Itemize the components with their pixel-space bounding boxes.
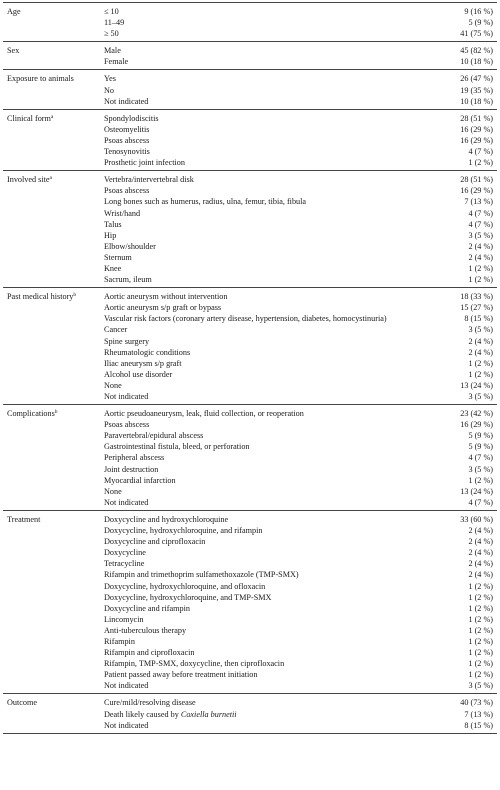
row-label bbox=[104, 475, 176, 486]
table-section bbox=[3, 510, 497, 694]
row-label-text: Long bones such as humerus, radius, ulna, femur, tibia, fibula bbox=[104, 197, 307, 207]
table-row bbox=[3, 380, 497, 391]
table-row bbox=[3, 525, 497, 536]
row-value: 1 (2 %) bbox=[468, 614, 493, 624]
row-label-text: Aortic aneurysm s/p graft or bypass bbox=[104, 303, 222, 313]
row-label bbox=[104, 547, 146, 558]
row-value: 1 (2 %) bbox=[468, 369, 493, 379]
category-label: Treatment bbox=[7, 514, 41, 524]
category-label: Complications bbox=[7, 409, 55, 419]
row-value: 1 (2 %) bbox=[468, 358, 493, 368]
table-section bbox=[3, 404, 497, 510]
row-label bbox=[104, 56, 128, 67]
table-row bbox=[3, 464, 497, 475]
table-row bbox=[3, 669, 497, 680]
row-label bbox=[104, 647, 195, 658]
row-label-text: Paravertebral/epidural abscess bbox=[104, 431, 204, 441]
row-value: 16 (29 %) bbox=[460, 135, 493, 145]
row-label bbox=[104, 408, 304, 419]
row-label bbox=[104, 45, 121, 56]
row-value: 1 (2 %) bbox=[468, 581, 493, 591]
row-label-text: ≤ 10 bbox=[104, 7, 119, 16]
table-row bbox=[3, 241, 497, 252]
row-label bbox=[104, 146, 150, 157]
table-row bbox=[3, 208, 497, 219]
row-label bbox=[104, 452, 164, 463]
table-row bbox=[3, 391, 497, 402]
row-value: 9 (16 %) bbox=[464, 7, 493, 16]
table-row bbox=[3, 96, 497, 107]
row-label-text: Prosthetic joint infection bbox=[104, 158, 185, 168]
table-row bbox=[3, 647, 497, 658]
row-label bbox=[104, 336, 149, 347]
row-value: 2 (4 %) bbox=[468, 241, 493, 251]
row-label bbox=[104, 185, 149, 196]
table-section bbox=[3, 2, 497, 41]
table-row bbox=[3, 358, 497, 369]
row-value: 16 (29 %) bbox=[460, 186, 493, 196]
row-label bbox=[104, 135, 149, 146]
row-label-text: Hip bbox=[104, 230, 117, 240]
table-row bbox=[3, 263, 497, 274]
row-value: 41 (75 %) bbox=[460, 29, 493, 39]
row-label-text: Sternum bbox=[104, 252, 132, 262]
table-section bbox=[3, 693, 497, 733]
row-label-text: Female bbox=[104, 57, 129, 67]
row-value: 2 (4 %) bbox=[468, 336, 493, 346]
row-value: 18 (33 %) bbox=[460, 292, 493, 302]
row-value: 2 (4 %) bbox=[468, 252, 493, 262]
table-row bbox=[3, 581, 497, 592]
table-row bbox=[3, 419, 497, 430]
table-row bbox=[3, 274, 497, 285]
row-label bbox=[104, 514, 228, 525]
row-label-text: Aortic pseudoaneurysm, leak, fluid collection, or reoperation bbox=[104, 409, 304, 419]
row-label-text: Cancer bbox=[104, 325, 128, 335]
row-label-text: Wrist/hand bbox=[104, 208, 141, 218]
row-value: 4 (7 %) bbox=[468, 147, 493, 157]
row-label-text: Vascular risk factors (coronary artery disease, hypertension, diabetes, homocystinuria) bbox=[104, 314, 387, 324]
row-value: 1 (2 %) bbox=[468, 625, 493, 635]
row-label bbox=[104, 96, 148, 107]
row-value: 16 (29 %) bbox=[460, 420, 493, 430]
row-label-text: Anti-tuberculous therapy bbox=[104, 625, 187, 635]
row-label-text: No bbox=[104, 85, 115, 95]
patient-characteristics-table bbox=[3, 2, 497, 734]
table-section bbox=[3, 41, 497, 69]
row-value: 1 (2 %) bbox=[468, 475, 493, 485]
row-label-text: Iliac aneurysm s/p graft bbox=[104, 358, 182, 368]
table-section bbox=[3, 69, 497, 108]
row-value: 19 (35 %) bbox=[460, 85, 493, 95]
table-row bbox=[3, 452, 497, 463]
row-label-text: Not indicated bbox=[104, 497, 149, 507]
row-label-text: Talus bbox=[104, 219, 122, 229]
row-label-text: Yes bbox=[104, 74, 116, 84]
table-row bbox=[3, 720, 497, 731]
row-label-text: Doxycycline, hydroxychloroquine, and TMP-SMX bbox=[104, 592, 272, 602]
row-value: 8 (15 %) bbox=[464, 314, 493, 324]
table-row bbox=[3, 324, 497, 335]
table-row bbox=[3, 336, 497, 347]
row-label bbox=[104, 324, 127, 335]
table-row bbox=[3, 157, 497, 168]
row-value: 3 (5 %) bbox=[468, 392, 493, 401]
footnote-marker: b bbox=[54, 409, 58, 416]
table-row bbox=[3, 291, 497, 302]
row-value: 1 (2 %) bbox=[468, 275, 493, 285]
table-row bbox=[3, 196, 497, 207]
row-label-text: Doxycycline bbox=[104, 548, 146, 558]
row-value: 8 (15 %) bbox=[464, 720, 493, 730]
row-label bbox=[104, 208, 140, 219]
row-label bbox=[104, 720, 148, 731]
table-row bbox=[3, 124, 497, 135]
row-label-text: Rifampin bbox=[104, 636, 135, 646]
table-row bbox=[3, 85, 497, 96]
row-label-text: Doxycycline and rifampin bbox=[104, 603, 190, 613]
row-value: 3 (5 %) bbox=[468, 681, 493, 691]
row-label bbox=[104, 347, 190, 358]
table-row bbox=[3, 28, 497, 39]
table-row bbox=[3, 17, 497, 28]
category-label: Involved site bbox=[7, 175, 50, 185]
row-value: 4 (7 %) bbox=[468, 208, 493, 218]
row-label bbox=[104, 174, 194, 185]
row-value: 10 (18 %) bbox=[460, 57, 493, 67]
row-label-text: Alcohol use disorder bbox=[104, 369, 173, 379]
table-row bbox=[3, 56, 497, 67]
row-label-text: Psoas abscess bbox=[104, 135, 150, 145]
table-row bbox=[3, 230, 497, 241]
row-label bbox=[104, 17, 124, 28]
row-label bbox=[104, 625, 186, 636]
table-row bbox=[3, 697, 497, 708]
table-row bbox=[3, 135, 497, 146]
table-row bbox=[3, 146, 497, 157]
row-label bbox=[104, 196, 306, 207]
row-label bbox=[104, 358, 182, 369]
row-value: 2 (4 %) bbox=[468, 570, 493, 580]
row-label-text: Spine surgery bbox=[104, 336, 150, 346]
row-label-text: Psoas abscess bbox=[104, 420, 150, 430]
row-label bbox=[104, 157, 185, 168]
table-row bbox=[3, 614, 497, 625]
row-label-text: Peripheral abscess bbox=[104, 453, 165, 463]
category-label: Outcome bbox=[7, 698, 38, 708]
row-label-text: Doxycycline and hydroxychloroquine bbox=[104, 514, 229, 524]
row-label-text: Aortic aneurysm without intervention bbox=[104, 292, 228, 302]
row-label bbox=[104, 636, 135, 647]
row-label-text: Vertebra/intervertebral disk bbox=[104, 175, 194, 185]
row-label-text: Elbow/shoulder bbox=[104, 241, 156, 251]
footnote-marker: a bbox=[49, 175, 52, 182]
row-value: 13 (24 %) bbox=[460, 380, 493, 390]
table-row bbox=[3, 475, 497, 486]
row-label-text: Lincomycin bbox=[104, 614, 144, 624]
table-row bbox=[3, 174, 497, 185]
row-value: 26 (47 %) bbox=[460, 74, 493, 84]
category-label: Exposure to animals bbox=[7, 74, 74, 84]
row-label-text: ≥ 50 bbox=[104, 29, 119, 39]
table-row bbox=[3, 486, 497, 497]
table-row bbox=[3, 680, 497, 691]
row-value: 1 (2 %) bbox=[468, 670, 493, 680]
row-label bbox=[104, 658, 284, 669]
row-label bbox=[104, 28, 119, 39]
table-row bbox=[3, 6, 497, 17]
row-label-text: Cure/mild/resolving disease bbox=[104, 698, 196, 708]
table-row bbox=[3, 113, 497, 124]
table-row bbox=[3, 547, 497, 558]
row-label-text: Gastrointestinal fistula, bleed, or perforation bbox=[104, 442, 250, 452]
row-label bbox=[104, 536, 205, 547]
table-row bbox=[3, 441, 497, 452]
row-label bbox=[104, 486, 122, 497]
row-label-text: Osteomyelitis bbox=[104, 124, 150, 134]
row-label-text: Not indicated bbox=[104, 392, 149, 401]
row-label-text: Rifampin and ciprofloxacin bbox=[104, 648, 195, 658]
table-row bbox=[3, 603, 497, 614]
row-label-text: None bbox=[104, 380, 122, 390]
row-value: 7 (13 %) bbox=[464, 197, 493, 207]
row-value: 1 (2 %) bbox=[468, 636, 493, 646]
category-label: Age bbox=[7, 7, 21, 16]
row-value: 1 (2 %) bbox=[468, 592, 493, 602]
row-value: 40 (73 %) bbox=[460, 698, 493, 708]
row-value: 2 (4 %) bbox=[468, 537, 493, 547]
row-label-text: Death likely caused by bbox=[104, 709, 181, 719]
table-row bbox=[3, 369, 497, 380]
row-value: 2 (4 %) bbox=[468, 559, 493, 569]
row-value: 3 (5 %) bbox=[468, 325, 493, 335]
row-label-text: Tetracycline bbox=[104, 559, 145, 569]
row-value: 28 (51 %) bbox=[460, 113, 493, 123]
footnote-marker: b bbox=[73, 292, 77, 299]
row-value: 2 (4 %) bbox=[468, 526, 493, 536]
table-row bbox=[3, 252, 497, 263]
row-label-text: Not indicated bbox=[104, 96, 149, 106]
row-label bbox=[104, 697, 196, 708]
row-value: 10 (18 %) bbox=[460, 96, 493, 106]
row-label-text: Knee bbox=[104, 263, 122, 273]
row-label bbox=[104, 592, 271, 603]
row-label bbox=[104, 603, 190, 614]
row-value: 3 (5 %) bbox=[468, 464, 493, 474]
row-value: 7 (13 %) bbox=[464, 709, 493, 719]
row-value: 13 (24 %) bbox=[460, 486, 493, 496]
row-value: 5 (9 %) bbox=[468, 18, 493, 28]
row-label bbox=[104, 680, 148, 691]
row-label-text: Patient passed away before treatment initiation bbox=[104, 670, 258, 680]
row-label bbox=[104, 124, 149, 135]
row-label bbox=[104, 291, 227, 302]
row-label bbox=[104, 430, 203, 441]
row-value: 4 (7 %) bbox=[468, 219, 493, 229]
table-row bbox=[3, 73, 497, 84]
row-label bbox=[104, 73, 116, 84]
row-value: 5 (9 %) bbox=[468, 442, 493, 452]
row-value: 4 (7 %) bbox=[468, 453, 493, 463]
row-label bbox=[104, 419, 149, 430]
row-label-text: Spondylodiscitis bbox=[104, 113, 159, 123]
table-row bbox=[3, 592, 497, 603]
row-value: 5 (9 %) bbox=[468, 431, 493, 441]
row-label-text: None bbox=[104, 486, 122, 496]
row-label bbox=[104, 614, 144, 625]
row-value: 15 (27 %) bbox=[460, 303, 493, 313]
table-row bbox=[3, 219, 497, 230]
row-label bbox=[104, 441, 250, 452]
table-row bbox=[3, 536, 497, 547]
row-value: 1 (2 %) bbox=[468, 158, 493, 168]
row-label bbox=[104, 263, 121, 274]
table-row bbox=[3, 658, 497, 669]
table-row bbox=[3, 636, 497, 647]
table-row bbox=[3, 625, 497, 636]
category-label: Clinical form bbox=[7, 113, 51, 123]
row-label bbox=[104, 230, 116, 241]
row-label bbox=[104, 274, 152, 285]
category-label: Past medical history bbox=[7, 292, 74, 302]
table-row bbox=[3, 313, 497, 324]
row-label bbox=[104, 497, 148, 508]
row-label-text: 11–49 bbox=[104, 18, 125, 28]
table-row bbox=[3, 45, 497, 56]
table-row bbox=[3, 497, 497, 508]
row-value: 23 (42 %) bbox=[460, 409, 493, 419]
row-label-text: Sacrum, ileum bbox=[104, 275, 152, 285]
row-label-text: Doxycycline, hydroxychloroquine, and ofloxacin bbox=[104, 581, 266, 591]
row-label bbox=[104, 313, 387, 324]
row-value: 3 (5 %) bbox=[468, 230, 493, 240]
row-label bbox=[104, 302, 221, 313]
row-label-text: Not indicated bbox=[104, 720, 149, 730]
row-label-text: Tenosynovitis bbox=[104, 147, 150, 157]
row-label bbox=[104, 369, 172, 380]
row-label bbox=[104, 569, 299, 580]
row-label bbox=[104, 6, 119, 17]
table-row bbox=[3, 514, 497, 525]
row-label-text: Joint destruction bbox=[104, 464, 159, 474]
row-value: 45 (82 %) bbox=[460, 46, 493, 56]
table-row bbox=[3, 185, 497, 196]
row-label bbox=[104, 113, 159, 124]
category-label: Sex bbox=[7, 46, 20, 56]
row-label-text: Myocardial infarction bbox=[104, 475, 176, 485]
row-label bbox=[104, 252, 132, 263]
row-value: 2 (4 %) bbox=[468, 347, 493, 357]
table-row bbox=[3, 709, 497, 720]
row-label-text: Psoas abscess bbox=[104, 186, 150, 196]
row-value: 28 (51 %) bbox=[460, 175, 493, 185]
table-section bbox=[3, 287, 497, 404]
row-label bbox=[104, 241, 156, 252]
row-label-text: Doxycycline and ciprofloxacin bbox=[104, 537, 206, 547]
table-row bbox=[3, 430, 497, 441]
row-label-text: Not indicated bbox=[104, 681, 149, 691]
row-label bbox=[104, 709, 237, 720]
row-value: 1 (2 %) bbox=[468, 263, 493, 273]
table-row bbox=[3, 347, 497, 358]
row-label-text: Doxycycline, hydroxychloroquine, and rifampin bbox=[104, 526, 263, 536]
row-label bbox=[104, 219, 122, 230]
table-row bbox=[3, 302, 497, 313]
row-label bbox=[104, 525, 262, 536]
table-section bbox=[3, 109, 497, 170]
row-label-text: Male bbox=[104, 46, 121, 56]
table-row bbox=[3, 408, 497, 419]
row-label-text: Rifampin, TMP-SMX, doxycycline, then ciprofloxacin bbox=[104, 659, 285, 669]
row-value: 1 (2 %) bbox=[468, 603, 493, 613]
row-label bbox=[104, 380, 122, 391]
row-label bbox=[104, 669, 257, 680]
row-value: 16 (29 %) bbox=[460, 124, 493, 134]
row-label-text: Rheumatologic conditions bbox=[104, 347, 191, 357]
footnote-marker: a bbox=[50, 113, 54, 120]
row-value: 2 (4 %) bbox=[468, 548, 493, 558]
table-row bbox=[3, 558, 497, 569]
row-value: 4 (7 %) bbox=[468, 497, 493, 507]
row-value: 1 (2 %) bbox=[468, 659, 493, 669]
table-section bbox=[3, 170, 497, 287]
row-value: 1 (2 %) bbox=[468, 648, 493, 658]
row-label bbox=[104, 391, 148, 402]
row-label-text: Rifampin and trimethoprim sulfamethoxazole (TMP-SMX) bbox=[104, 570, 299, 580]
row-label bbox=[104, 581, 265, 592]
organism-name: Coxiella burnetii bbox=[180, 709, 237, 719]
row-value: 33 (60 %) bbox=[460, 514, 493, 524]
table-row bbox=[3, 569, 497, 580]
row-label bbox=[104, 464, 158, 475]
row-label bbox=[104, 558, 144, 569]
row-label bbox=[104, 85, 114, 96]
